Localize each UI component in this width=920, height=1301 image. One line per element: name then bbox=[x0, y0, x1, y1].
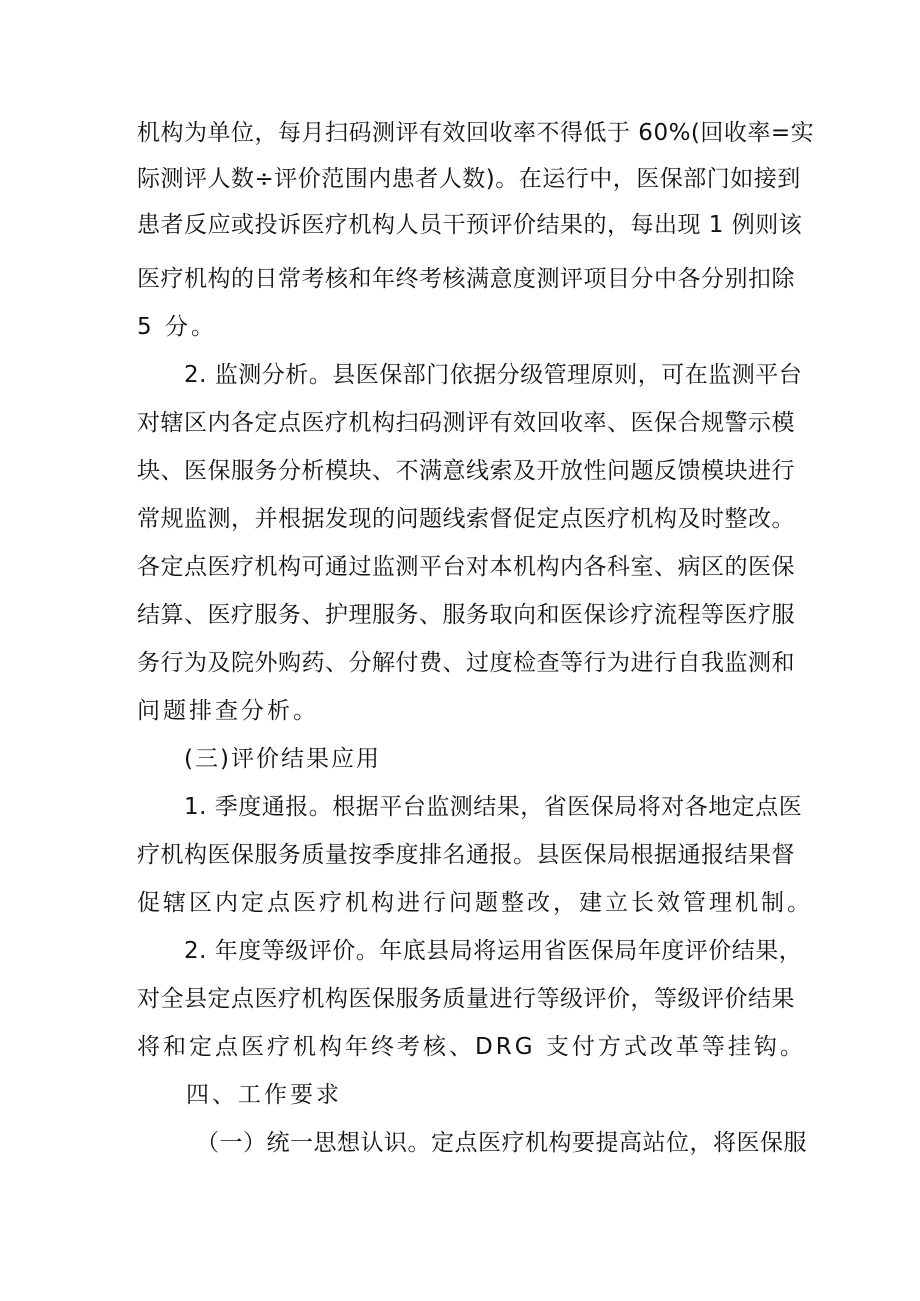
paragraph-line: 问题排查分析。 bbox=[137, 698, 319, 724]
paragraph-line: 2. 监测分析。县医保部门依据分级管理原则，可在监测平台 bbox=[184, 362, 803, 388]
paragraph-line: 块、医保服务分析模块、不满意线索及开放性问题反馈模块进行 bbox=[137, 458, 795, 484]
paragraph-line: 对辖区内各定点医疗机构扫码测评有效回收率、医保合规警示模 bbox=[137, 410, 795, 436]
paragraph-line: 常规监测，并根据发现的问题线索督促定点医疗机构及时整改。 bbox=[137, 506, 795, 532]
paragraph-line: 际测评人数÷评价范围内患者人数)。在运行中，医保部门如接到 bbox=[137, 166, 801, 192]
paragraph-line: 促辖区内定点医疗机构进行问题整改，建立长效管理机制。 bbox=[137, 890, 813, 916]
paragraph-line: （一）统一思想认识。定点医疗机构要提高站位，将医保服 bbox=[196, 1130, 807, 1156]
section-heading: 四、工作要求 bbox=[186, 1082, 342, 1108]
paragraph-line: 结算、医疗服务、护理服务、服务取向和医保诊疗流程等医疗服 bbox=[137, 602, 795, 628]
section-heading: (三)评价结果应用 bbox=[184, 746, 381, 772]
paragraph-line: 疗机构医保服务质量按季度排名通报。县医保局根据通报结果督 bbox=[137, 842, 795, 868]
paragraph-line: 对全县定点医疗机构医保服务质量进行等级评价，等级评价结果 bbox=[137, 986, 795, 1012]
paragraph-line: 5 分。 bbox=[137, 314, 217, 340]
paragraph-line: 各定点医疗机构可通过监测平台对本机构内各科室、病区的医保 bbox=[137, 554, 795, 580]
paragraph-line: 患者反应或投诉医疗机构人员干预评价结果的，每出现 1 例则该 bbox=[137, 212, 803, 238]
paragraph-line: 2. 年度等级评价。年底县局将运用省医保局年度评价结果， bbox=[184, 938, 803, 964]
paragraph-line: 将和定点医疗机构年终考核、DRG 支付方式改革等挂钩。 bbox=[137, 1034, 806, 1060]
paragraph-line: 医疗机构的日常考核和年终考核满意度测评项目分中各分别扣除 bbox=[137, 266, 795, 292]
paragraph-line: 1. 季度通报。根据平台监测结果，省医保局将对各地定点医 bbox=[184, 794, 803, 820]
paragraph-line: 务行为及院外购药、分解付费、过度检查等行为进行自我监测和 bbox=[137, 650, 795, 676]
paragraph-line: 机构为单位，每月扫码测评有效回收率不得低于 60%(回收率=实 bbox=[137, 120, 815, 146]
